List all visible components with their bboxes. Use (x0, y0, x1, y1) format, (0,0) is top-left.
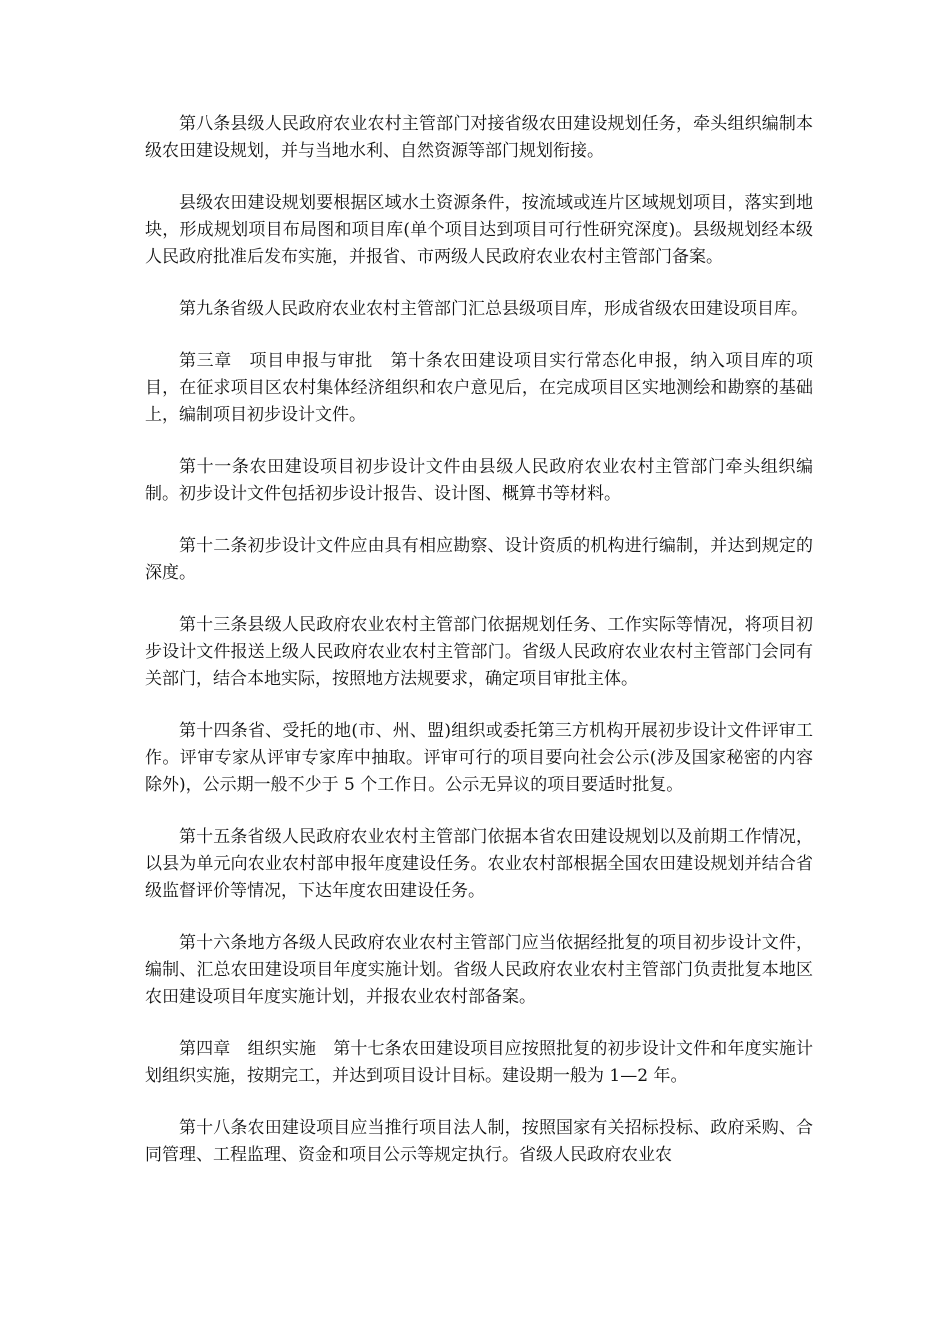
paragraph-article-13: 第十三条县级人民政府农业农村主管部门依据规划任务、工作实际等情况，将项目初步设计文件报送上级人民政府农业农村主管部门。省级人民政府农业农村主管部门会同有关部门，结合本地实际，按照地方法规要求，确定项目审批主体。 (145, 615, 813, 689)
paragraph-article-9: 第九条省级人民政府农业农村主管部门汇总县级项目库，形成省级农田建设项目库。 (179, 299, 808, 319)
paragraph-county-planning: 县级农田建设规划要根据区域水土资源条件，按流域或连片区域规划项目，落实到地块，形成规划项目布局图和项目库(单个项目达到项目可行性研究深度)。县级规划经本级人民政府批准后发布实施，并报省、市两级人民政府农业农村主管部门备案。 (145, 193, 813, 267)
paragraph-article-16: 第十六条地方各级人民政府农业农村主管部门应当依据经批复的项目初步设计文件，编制、汇总农田建设项目年度实施计划。省级人民政府农业农村主管部门负责批复本地区农田建设项目年度实施计划，并报农业农村部备案。 (145, 933, 813, 1007)
document-body (145, 111, 813, 1194)
paragraph-article-11: 第十一条农田建设项目初步设计文件由县级人民政府农业农村主管部门牵头组织编制。初步设计文件包括初步设计报告、设计图、概算书等材料。 (145, 457, 813, 504)
paragraph-article-14: 第十四条省、受托的地(市、州、盟)组织或委托第三方机构开展初步设计文件评审工作。评审专家从评审专家库中抽取。评审可行的项目要向社会公示(涉及国家秘密的内容除外)，公示期一般不少于 5 个工作日。公示无异议的项目要适时批复。 (145, 721, 813, 795)
paragraph-article-18: 第十八条农田建设项目应当推行项目法人制，按照国家有关招标投标、政府采购、合同管理、工程监理、资金和项目公示等规定执行。省级人民政府农业农 (145, 1118, 813, 1165)
paragraph-article-8: 第八条县级人民政府农业农村主管部门对接省级农田建设规划任务，牵头组织编制本级农田建设规划，并与当地水利、自然资源等部门规划衔接。 (145, 114, 813, 161)
paragraph-article-12: 第十二条初步设计文件应由具有相应勘察、设计资质的机构进行编制，并达到规定的深度。 (145, 536, 813, 583)
paragraph-article-15: 第十五条省级人民政府农业农村主管部门依据本省农田建设规划以及前期工作情况，以县为单元向农业农村部申报年度建设任务。农业农村部根据全国农田建设规划并结合省级监督评价等情况，下达年度农田建设任务。 (145, 827, 813, 901)
paragraph-chapter-3-article-10: 第三章 项目申报与审批 第十条农田建设项目实行常态化申报，纳入项目库的项目，在征求项目区农村集体经济组织和农户意见后，在完成项目区实地测绘和勘察的基础上，编制项目初步设计文件。 (145, 351, 813, 425)
paragraph-chapter-4-article-17: 第四章 组织实施 第十七条农田建设项目应按照批复的初步设计文件和年度实施计划组织实施，按期完工，并达到项目设计目标。建设期一般为 1—2 年。 (145, 1039, 813, 1086)
